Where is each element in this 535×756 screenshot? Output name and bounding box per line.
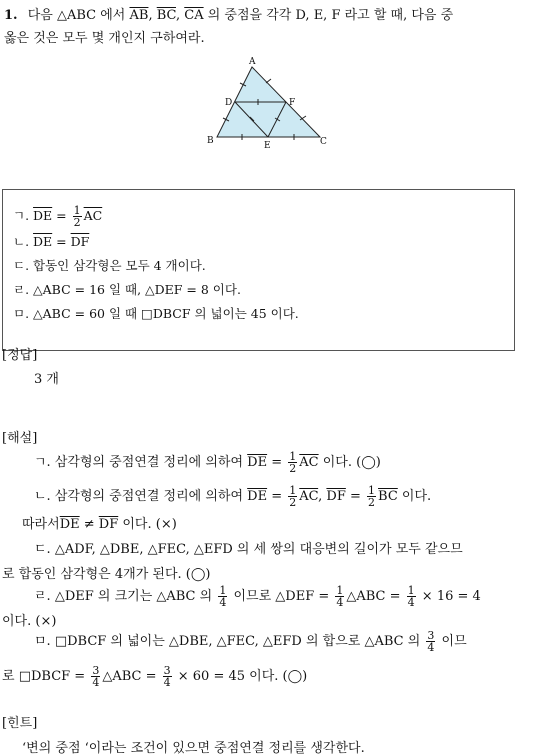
label-a: A (249, 57, 256, 67)
explanation-line-6: ㄹ. △DEF 의 크기는 △ABC 의 $\frac{1}{4}$ 이므로 △DEF = $\frac{1}{4}$ △ABC = $\frac{1}{4}$ × 16 = 4 (34, 584, 481, 609)
triangle-figure (200, 55, 335, 155)
segment-ab: $\overline{AB}$ (129, 8, 149, 23)
fraction: $\frac{1}{2}$ (289, 450, 297, 475)
fraction: $\frac{3}{4}$ (163, 664, 171, 689)
explanation-line-9: 로 □DBCF = $\frac{3}{4}$ △ABC = $\frac{3}{4}$ × 60 = 45 이다. (◯) (2, 664, 308, 689)
label-b: B (207, 136, 214, 146)
statements-box (2, 189, 515, 351)
fraction: $\frac{1}{4}$ (336, 584, 344, 609)
answer-value: 3 개 (34, 372, 59, 387)
statement-2: ㄴ. $\overline{DE} = \overline{DF}$ (13, 234, 90, 249)
explanation-line-2: ㄴ. 삼각형의 중점연결 정리에 의하여 $\overline{DE}$ = $\frac{1}{2}$ $\overline{AC}$, $\overline{DF}$ = $\frac{1}{2}$ $\overline{BC}$ 이다. (34, 484, 432, 509)
problem-number: 1. (4, 8, 18, 23)
fraction: $\frac{3}{4}$ (427, 629, 435, 654)
fraction: $\frac{1}{2}$ (289, 484, 297, 509)
explanation-line-4: ㄷ. △ADF, △DBE, △FEC, △EFD 의 세 쌍의 대응변의 길이가 모두 같으므 (34, 542, 463, 557)
explanation-line-3: 따라서$\overline{DE} \ne \overline{DF}$ 이다. (×) (22, 517, 177, 532)
label-e: E (264, 141, 271, 151)
answer-label: [정답] (2, 348, 38, 363)
label-d: D (225, 98, 233, 108)
statement-4: ㄹ. △ABC = 16 일 때, △DEF = 8 이다. (13, 282, 241, 297)
statement-3: ㄷ. 합동인 삼각형은 모두 4 개이다. (13, 258, 206, 273)
tick-mark (266, 79, 271, 83)
fraction: $\frac{1}{2}$ (73, 204, 81, 229)
segment-bc: $\overline{BC}$ (156, 8, 176, 23)
explanation-line-7: 이다. (×) (2, 614, 57, 629)
fraction: $\frac{3}{4}$ (92, 664, 100, 689)
statement-5: ㅁ. △ABC = 60 일 때 □DBCF 의 넓이는 45 이다. (13, 306, 299, 321)
problem-text-b: 의 중점을 각각 D, E, F 라고 할 때, 다음 중 (203, 8, 454, 23)
explanation-line-5: 로 합동인 삼각형은 4개가 된다. (◯) (2, 567, 211, 582)
problem-line-2: 옳은 것은 모두 몇 개인지 구하여라. (4, 31, 205, 46)
problem-text-a: 다음 △ABC 에서 (27, 8, 130, 23)
fraction: $\frac{1}{4}$ (219, 584, 227, 609)
label-f: F (289, 98, 296, 108)
fraction: $\frac{1}{2}$ (368, 484, 376, 509)
explanation-line-8: ㅁ. □DBCF 의 넓이는 △DBE, △FEC, △EFD 의 합으로 △ABC 의 $\frac{3}{4}$ 이므 (34, 629, 467, 654)
problem-line-1: 1. 다음 △ABC 에서 $\overline{AB}$, $\overline{BC}$, $\overline{CA}$ 의 중점을 각각 D, E, F 라고 할 때, 다음 중 (4, 8, 454, 23)
explanation-line-1: ㄱ. 삼각형의 중점연결 정리에 의하여 $\overline{DE}$ = $\frac{1}{2}$ $\overline{AC}$ 이다. (◯) (34, 450, 381, 475)
segment-ca: $\overline{CA}$ (184, 8, 204, 23)
explanation-label: [해설] (2, 431, 38, 446)
fraction: $\frac{1}{4}$ (407, 584, 415, 609)
statement-1: ㄱ. $\overline{DE}$ = $\frac{1}{2}$ $\overline{AC}$ (13, 204, 103, 229)
hint-label: [힌트] (2, 716, 38, 731)
hint-text: ‘변의 중점 ‘이라는 조건이 있으면 중점연결 정리를 생각한다. (22, 741, 365, 756)
label-c: C (320, 137, 327, 147)
